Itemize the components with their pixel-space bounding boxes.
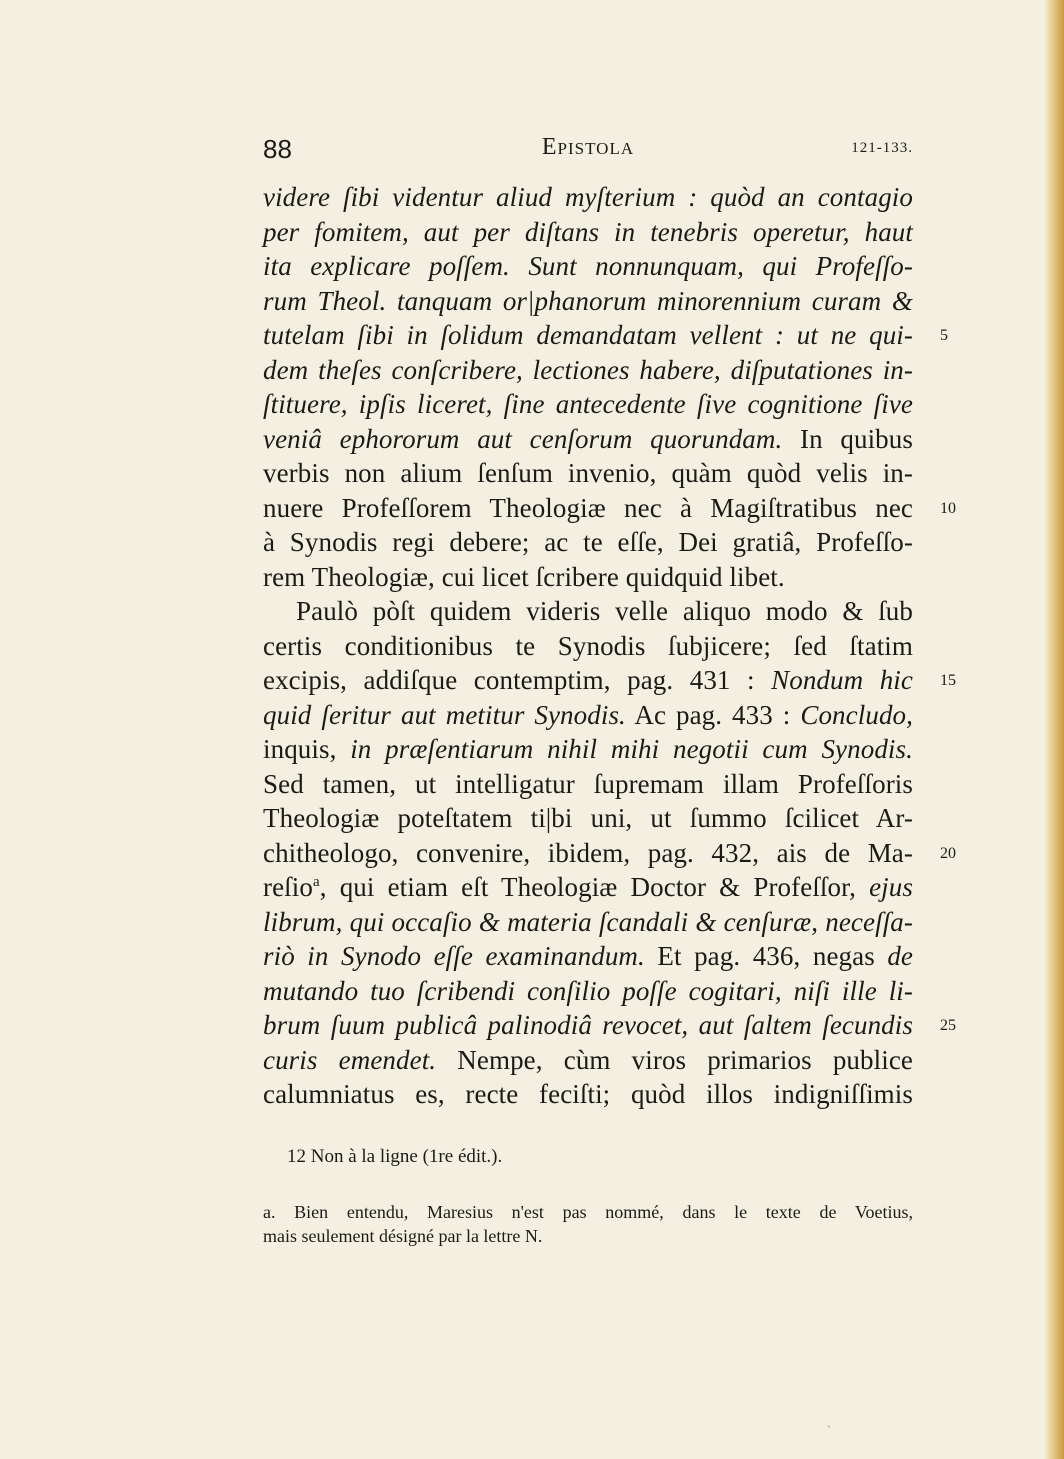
line-number: 25 [940, 1017, 956, 1034]
text-line [263, 249, 913, 284]
roman-segment: In quibus [782, 423, 913, 454]
italic-segment: ita explicare poſſem. Sunt nonnunquam, qui Profeſſo- [263, 251, 913, 281]
page-number: 88 [263, 134, 292, 164]
page-edge [1044, 0, 1064, 1459]
italic-segment: Nondum hic [771, 665, 913, 695]
roman-segment: à Synodis regi debere; ac te eſſe, Dei gratiâ, Profeſſo- [263, 527, 913, 557]
italic-segment: mutando tuo ſcribendi conſilio poſſe cogitari, niſi ille li- [263, 975, 913, 1006]
text-line [263, 767, 913, 802]
paper-speck: ˎ [827, 1414, 831, 1428]
italic-segment: ſtituere, ipſis liceret, ſine antecedente ſive cognitione ſive [263, 389, 913, 419]
text-line [263, 284, 913, 319]
text-line [263, 353, 913, 388]
italic-segment: librum, qui occaſio & materia ſcandali & cenſuræ, neceſſa- [263, 906, 913, 937]
footnote-line: a. Bien entendu, Maresius n'est pas nommé, dans le texte de Voetius, [263, 1202, 913, 1222]
text-line [263, 629, 913, 664]
italic-segment: videre ſibi videntur aliud myſterium : quòd an contagio [263, 182, 913, 212]
page-header [263, 134, 913, 170]
line-number: 10 [940, 499, 956, 517]
text-line [263, 698, 913, 733]
text-line [263, 939, 913, 974]
latin-body-text [263, 180, 913, 1112]
italic-segment: de [887, 941, 914, 971]
section-reference: 121-133. [851, 140, 913, 156]
italic-segment: per fomitem, aut per diſtans in tenebris operetur, haut [263, 216, 913, 247]
roman-segment: Paulò pòſt quidem videris velle aliquo modo & ſub [296, 596, 913, 626]
roman-segment: Et pag. 436, negas [644, 941, 888, 971]
text-line [263, 422, 913, 457]
roman-segment: inquis, [263, 734, 351, 764]
roman-segment: calumniatus es, recte feciſti; quòd illos indigniſſimis [263, 1079, 913, 1109]
italic-segment: in præſentiarum nihil mihi negotii cum Synodis. [350, 734, 913, 764]
roman-segment: Theologiæ poteſtatem ti|bi uni, ut ſummo ſcilicet Ar- [263, 803, 913, 833]
roman-segment: chitheologo, convenire, ibidem, pag. 432, ais de Ma- [263, 837, 913, 868]
line-number: 20 [940, 844, 956, 862]
roman-segment: verbis non alium ſenſum invenio, quàm quòd velis in- [263, 458, 913, 488]
roman-segment: Ac pag. 433 : [625, 699, 801, 730]
text-line [263, 801, 913, 836]
italic-segment: curis emendet. [263, 1044, 437, 1075]
text-line [263, 215, 913, 250]
text-line [263, 387, 913, 422]
running-title: Epistola [541, 134, 635, 160]
text-line [263, 560, 913, 595]
text-line [263, 180, 913, 215]
roman-segment: Nempe, cùm viros primarios publice [436, 1044, 913, 1075]
text-line [263, 1043, 913, 1078]
text-line [263, 456, 913, 491]
edition-note: 12 Non à la ligne (1re édit.). [287, 1146, 503, 1167]
italic-segment: veniâ ephororum aut cenſorum quorundam. [263, 423, 783, 454]
roman-segment: excipis, addiſque contemptim, pag. 431 : [263, 665, 772, 695]
italic-segment: dem theſes conſcribere, lectiones habere, diſputationes in- [263, 354, 913, 385]
italic-segment: brum ſuum publicâ palinodiâ revocet, aut ſaltem ſecundis [263, 1010, 913, 1040]
roman-segment: nuere Profeſſorem Theologiæ nec à Magiſtratibus nec [263, 492, 913, 523]
roman-segment: rem Theologiæ, cui licet ſcribere quidquid libet. [263, 561, 785, 592]
roman-segment: certis conditionibus te Synodis ſubjicere; ſed ſtatim [263, 630, 913, 661]
italic-segment: rum Theol. tanquam or|phanorum minorennium curam & [263, 285, 913, 316]
line-number: 5 [940, 327, 948, 344]
italic-segment: quid ſeritur aut metitur Synodis. [263, 699, 626, 730]
footnote [263, 1200, 913, 1248]
text-line [263, 491, 913, 526]
text-line [263, 905, 913, 940]
text-line [263, 1008, 913, 1043]
footnote-marker: a [312, 874, 320, 890]
text-line [263, 525, 913, 560]
text-line [263, 663, 913, 698]
text-line [263, 318, 913, 353]
critical-apparatus [287, 1146, 913, 1168]
text-line [263, 870, 913, 905]
roman-segment: reſio [263, 872, 313, 902]
text-line [263, 974, 913, 1009]
italic-segment: ejus [869, 872, 913, 902]
italic-segment: tutelam ſibi in ſolidum demandatam vellent : ut ne qui- [263, 320, 913, 350]
italic-segment: Concludo, [800, 699, 913, 730]
line-number: 15 [940, 672, 956, 689]
text-line [263, 1077, 913, 1112]
footnote-line: mais seulement désigné par la lettre N. [263, 1226, 543, 1246]
text-line [263, 594, 913, 629]
roman-segment: Sed tamen, ut intelligatur ſupremam illam Profeſſoris [263, 768, 913, 799]
italic-segment: riò in Synodo eſſe examinandum. [263, 941, 645, 971]
text-line [263, 732, 913, 767]
roman-segment: , qui etiam eſt Theologiæ Doctor & Profeſſor, [319, 872, 870, 902]
text-line [263, 836, 913, 871]
